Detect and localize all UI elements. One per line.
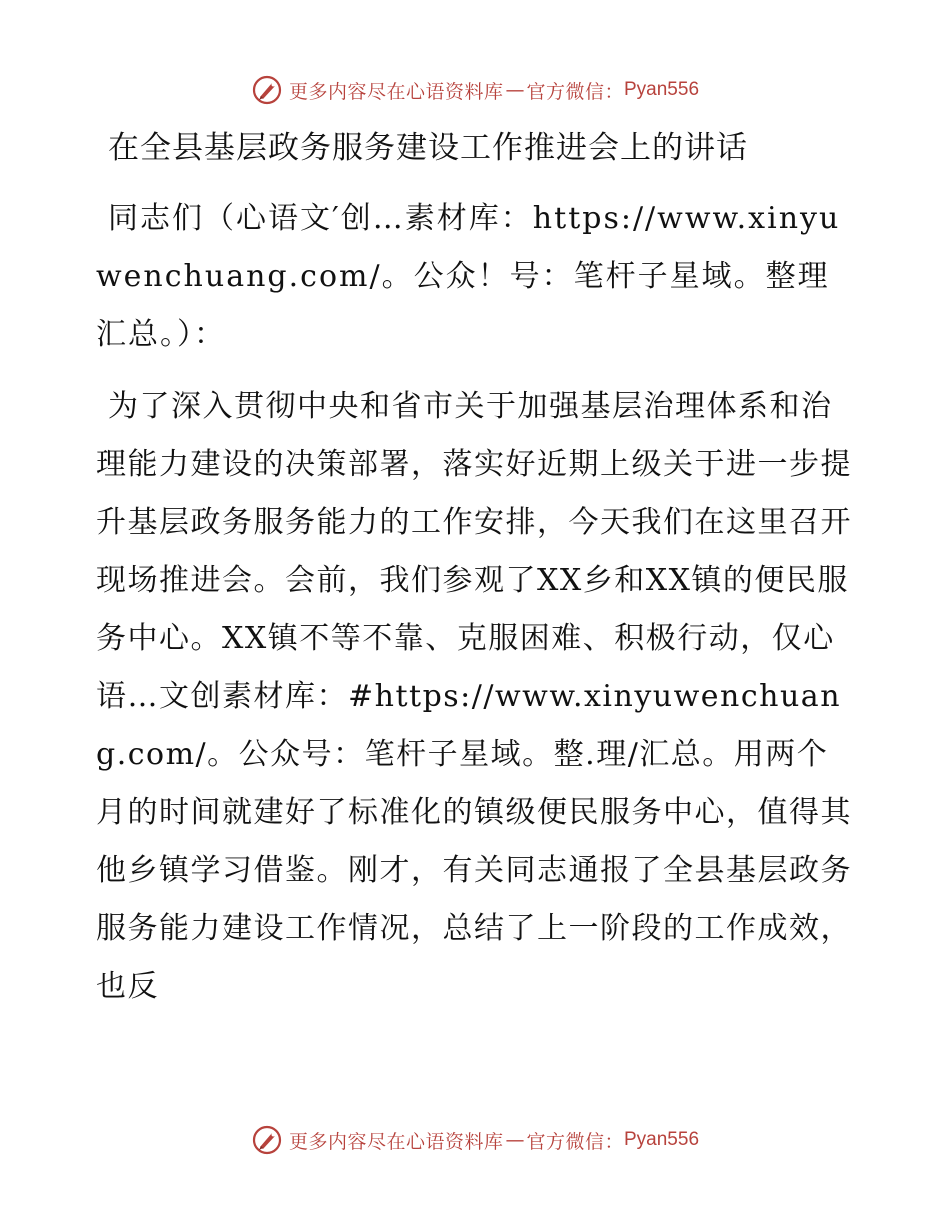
document-body	[96, 122, 856, 1016]
footer-banner-account-label: 官方微信：	[526, 1130, 624, 1153]
document-title: 在全县基层政务服务建设工作推进会上的讲话	[108, 130, 748, 166]
header-banner-account-label: 官方微信：	[526, 80, 624, 103]
quill-pen-logo-icon	[251, 1124, 283, 1156]
salutation-paragraph: 同志们（心语文′创…素材库：https://www.xinyuwenchuang.com/。公众！号：笔杆子星域。整理汇总。）：	[96, 201, 841, 352]
header-banner-separator: —	[505, 79, 525, 101]
quill-pen-logo-icon	[251, 74, 283, 106]
header-banner	[0, 70, 950, 110]
header-banner-account-id: Pyan556	[624, 79, 700, 100]
footer-banner	[0, 1120, 950, 1160]
header-banner-text: 更多内容尽在心语资料库	[288, 80, 504, 103]
body-paragraph: 为了深入贯彻中央和省市关于加强基层治理体系和治理能力建设的决策部署，落实好近期上级关于进一步提升基层政务服务能力的工作安排，今天我们在这里召开现场推进会。会前，我们参观了XX乡和XX镇的便民服务中心。XX镇不等不靠、克服困难、积极行动，仅心语…文创素材库：#https://www.xinyuwenchuang.com/。公众号：笔杆子星域。整.理/汇总。用两个月的时间就建好了标准化的镇级便民服务中心，值得其他乡镇学习借鉴。刚才，有关同志通报了全县基层政务服务能力建设工作情况，总结了上一阶段的工作成效，也反	[96, 389, 852, 1004]
footer-banner-account-id: Pyan556	[624, 1129, 700, 1150]
footer-banner-separator: —	[505, 1129, 525, 1151]
footer-banner-text: 更多内容尽在心语资料库	[288, 1130, 504, 1153]
